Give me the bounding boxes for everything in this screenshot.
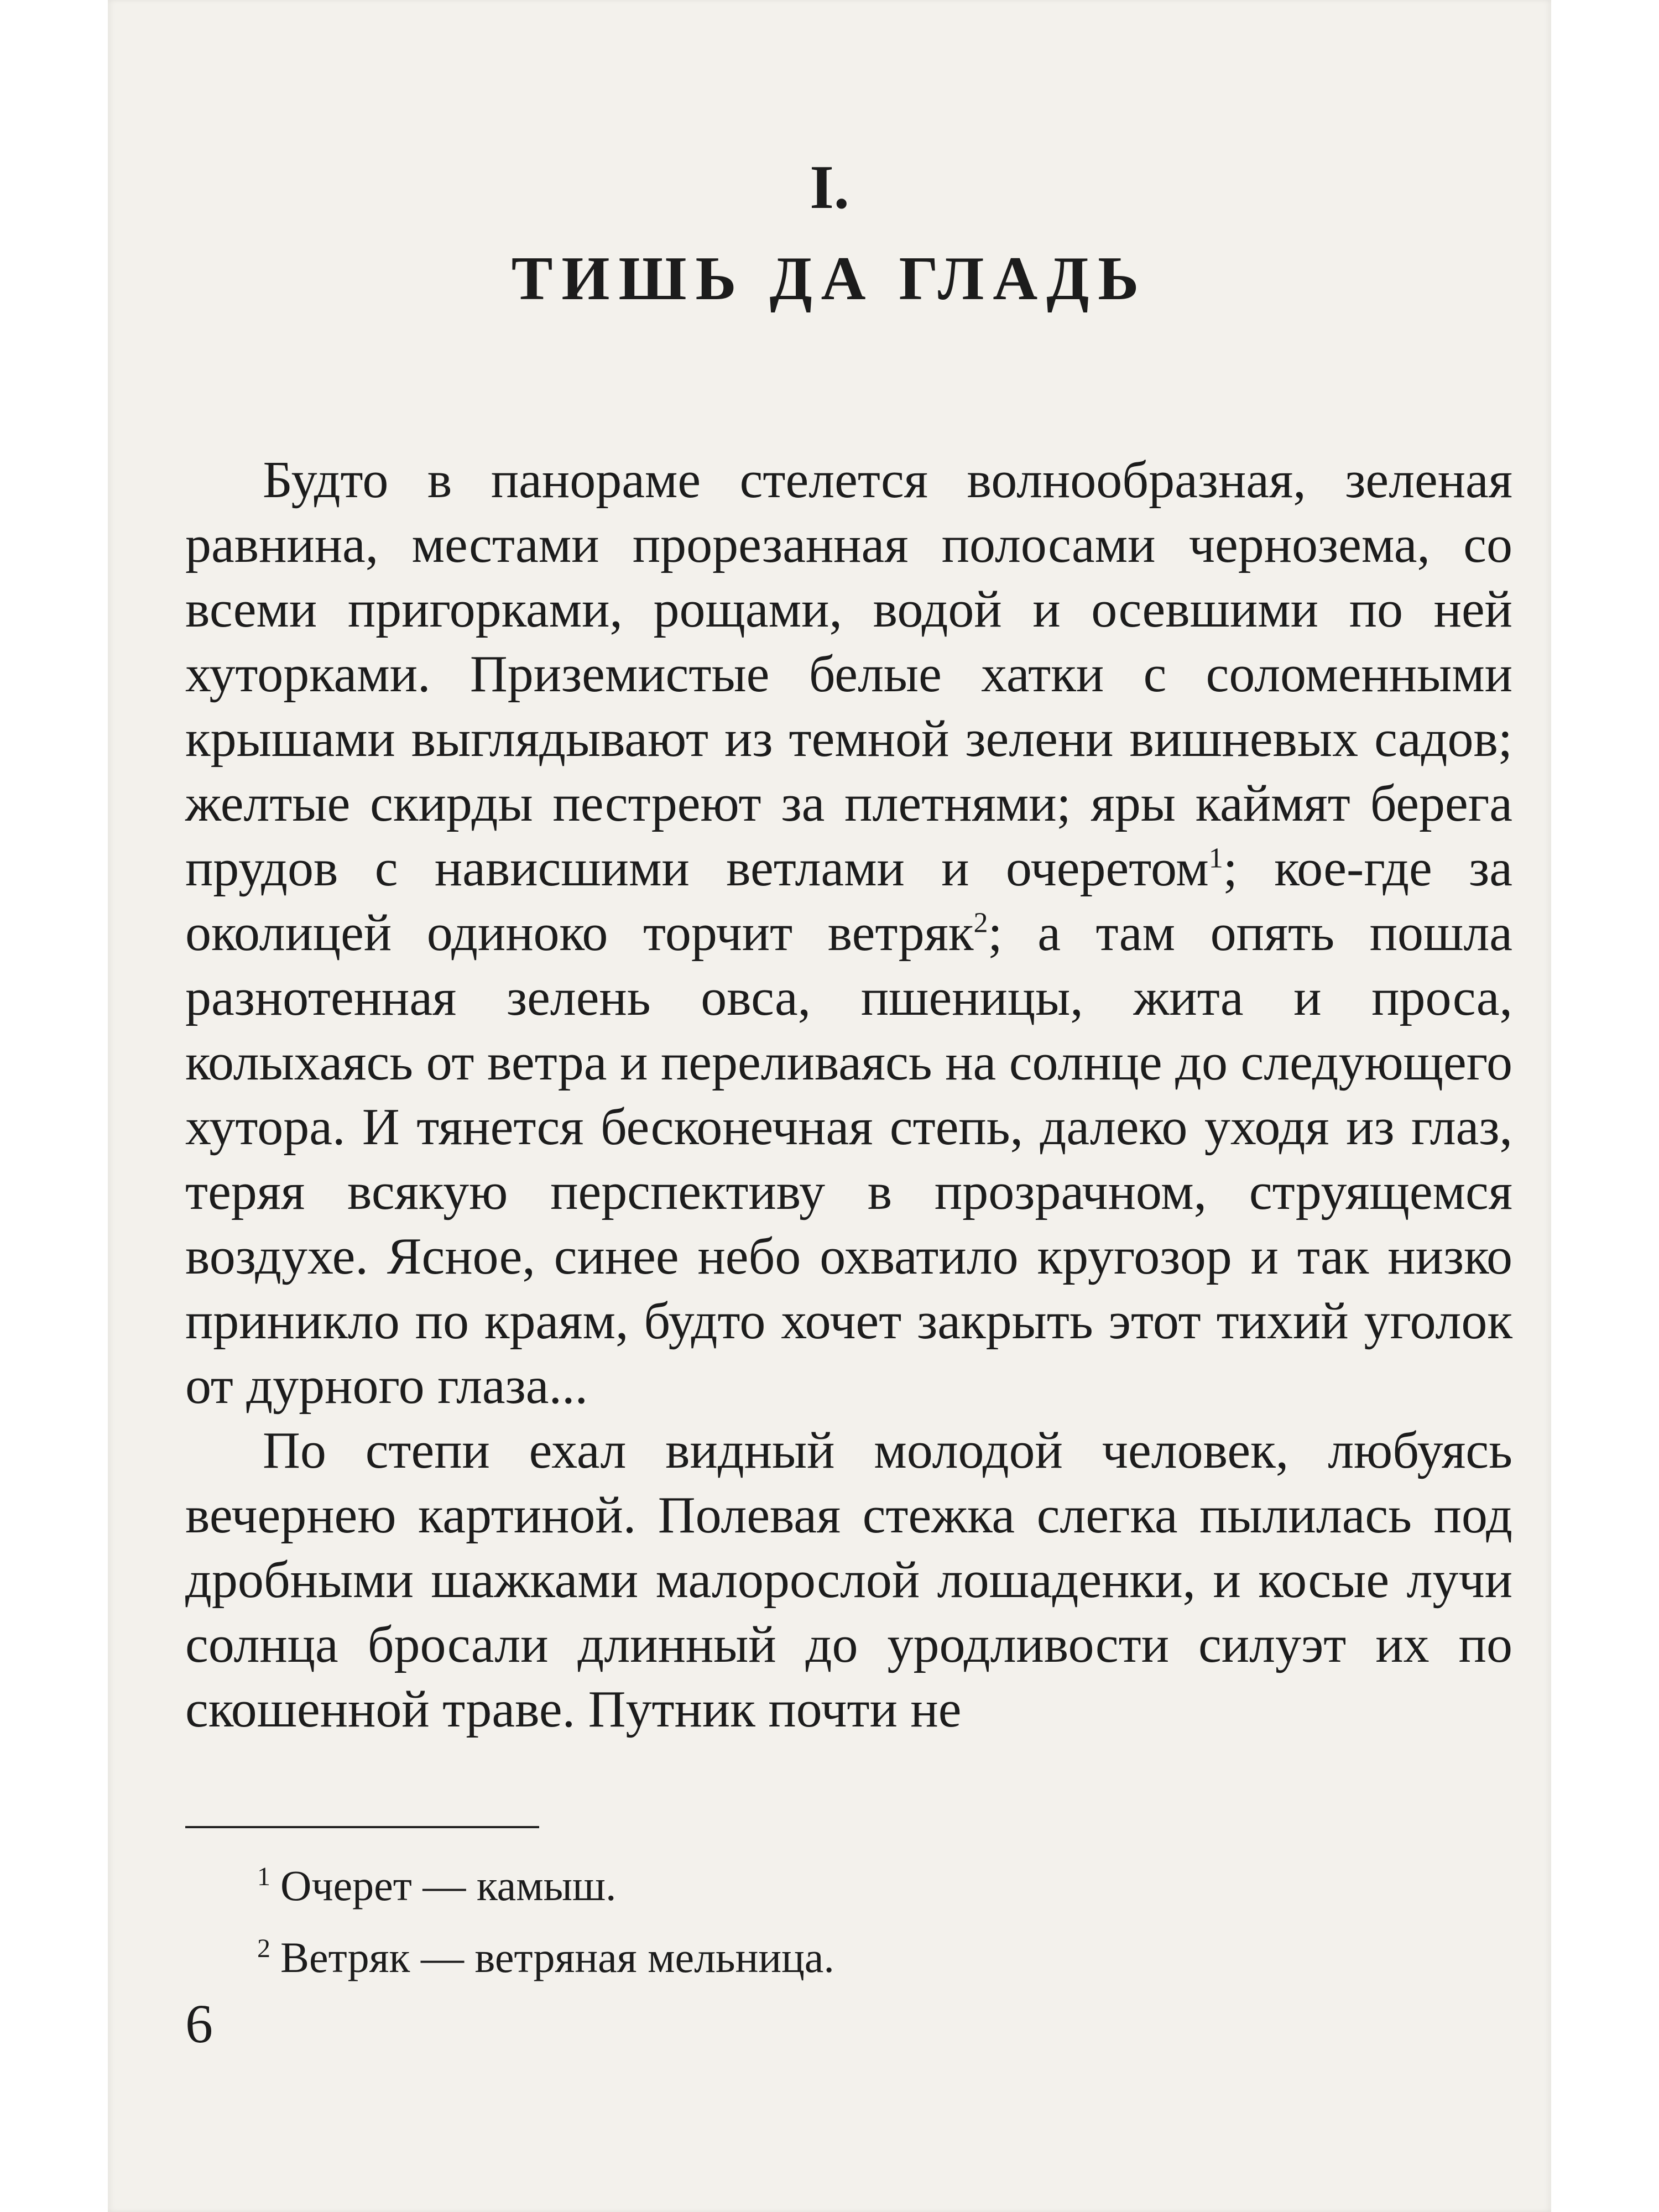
footnote-2 — [257, 1922, 834, 1994]
paragraph-1 — [185, 448, 1512, 1418]
footnote-1-mark: 1 — [257, 1862, 270, 1891]
page-number: 6 — [185, 1993, 213, 2054]
paragraph-2: По степи ехал видный молодой человек, любуясь вечернею картиной. Полевая стежка слегка пылилась под дробными шажками малорослой лошаденки, и косые лучи солнца бросали длинный до уродливости силуэт их по скошенной траве. Путник почти не — [185, 1422, 1512, 1738]
footnote-1-text: Очерет — камыш. — [280, 1861, 617, 1910]
footnote-1 — [257, 1850, 834, 1922]
footnote-separator — [185, 1826, 539, 1828]
chapter-title: ТИШЬ ДА ГЛАДЬ — [511, 244, 1148, 313]
chapter-number: I. — [810, 153, 849, 222]
footnote-ref-1: 1 — [1208, 842, 1223, 874]
footnotes — [257, 1850, 834, 1994]
paragraph-1-text-b: ; кое-где за околицей одиноко торчит ветряк — [185, 839, 1512, 962]
paragraph-1-text-a: Будто в панораме стелется волнообразная, зеленая равнина, местами прорезанная полосами чернозема, со всеми пригорками, рощами, водой и осевшими по ней хуторками. Приземистые белые хатки с соломенными крышами выглядывают из темной зелени вишневых садов; желтые скирды пестреют за плетнями; яры каймят берега прудов с нависшими ветлами и очеретом — [185, 451, 1512, 897]
footnote-ref-2: 2 — [973, 907, 988, 939]
paragraph-1-text-c: ; а там опять пошла разнотенная зелень овса, пшеницы, жита и проса, колыхаясь от ветра и переливаясь на солнце до следующего хутора. И тянется бесконечная степь, далеко уходя из глаз, теряя всякую перспективу в прозрачном, струящемся воздухе. Ясное, синее небо охватило кругозор и так низко приникло по краям, будто хочет закрыть этот тихий уголок от дурного глаза... — [185, 904, 1513, 1415]
body-text — [185, 448, 1512, 1742]
footnote-2-mark: 2 — [257, 1934, 270, 1963]
footnote-2-text: Ветряк — ветряная мельница. — [280, 1933, 834, 1981]
